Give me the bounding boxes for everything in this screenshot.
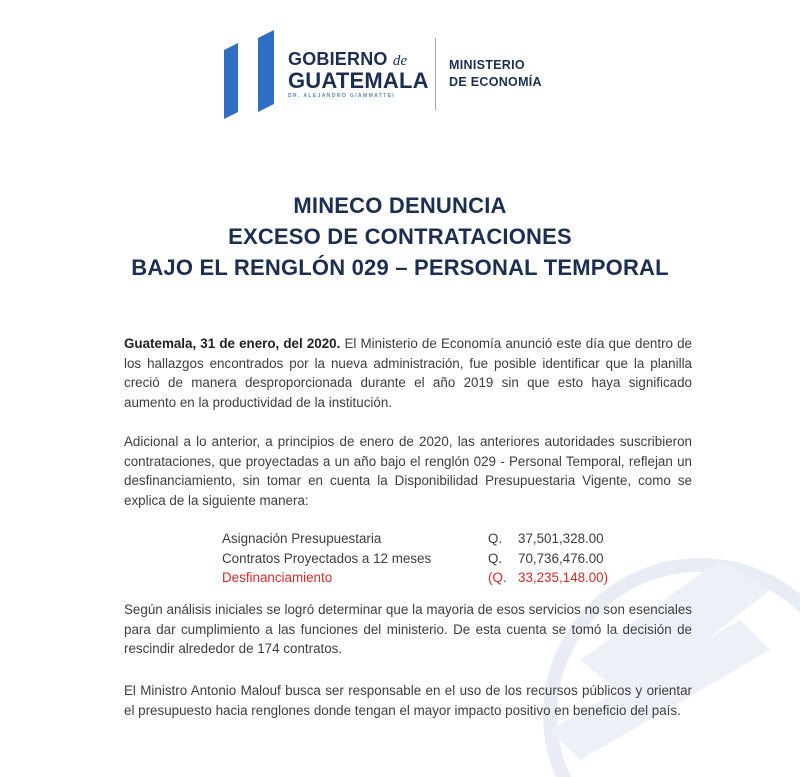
press-release-title: MINECO DENUNCIA EXCESO DE CONTRATACIONES BAJO EL RENGLÓN 029 – PERSONAL TEMPORAL — [131, 193, 669, 280]
brand-name-line1: GOBIERNO de — [288, 49, 408, 69]
paragraph-4: El Ministro Antonio Malouf busca ser responsable en el uso de los recursos públicos y orientar el presupuesto hacia renglones donde tengan el mayor impacto positivo en beneficio del país. — [124, 683, 692, 718]
brand-president: DR. ALEJANDRO GIAMMATTEI — [288, 93, 396, 99]
paragraph-2: Adicional a lo anterior, a principios de enero de 2020, las anteriores autoridades suscribieron contrataciones, que proyectadas a un año bajo el renglón 029 - Personal Temporal, reflejan un desfinanciamiento, sin tomar en cuenta la Disponibilidad Presupuestaria Vigente, como se explica de la siguiente manera: — [124, 434, 692, 508]
budget-row: Asignación Presupuestaria Q. 37,501,328.00 — [222, 531, 604, 546]
brand-name-line2: GUATEMALA — [288, 68, 429, 93]
budget-row-deficit: Desfinanciamiento (Q. 33,235,148.00) — [222, 570, 609, 585]
ministry-name: MINISTERIO DE ECONOMÍA — [449, 58, 542, 89]
guatemala-logo-bars-icon — [222, 30, 278, 120]
header-logo — [222, 30, 582, 120]
budget-table — [222, 529, 622, 588]
paragraph-3: Según análisis iniciales se logró determinar que la mayoria de esos servicios no son esenciales para dar cumplimiento a las funciones del ministerio. De esta cuenta se tomó la decisión de rescindir alrededor de 174 contratos. — [124, 602, 692, 656]
paragraph-1: Guatemala, 31 de enero, del 2020. El Ministerio de Economía anunció este día que dentro de los hallazgos encontrados por la nueva administración, fue posible identificar que la planilla creció de manera desproporcionada durante el año 2019 sin que esto haya significado aumento en la productividad de la institución. — [124, 336, 692, 410]
header-divider — [435, 38, 436, 110]
dateline: Guatemala, 31 de enero, del 2020. — [124, 336, 341, 351]
budget-row: Contratos Proyectados a 12 meses Q. 70,736,476.00 — [222, 550, 604, 566]
